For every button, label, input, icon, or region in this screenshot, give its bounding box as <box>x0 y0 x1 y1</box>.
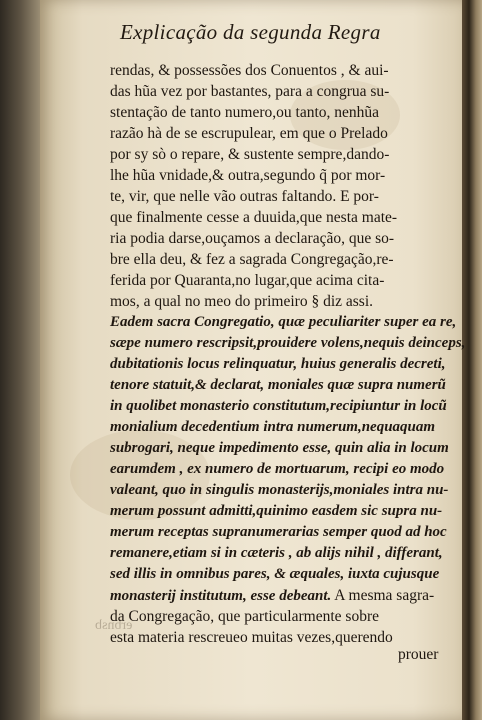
text-line: te, vir, que nelle vão outras faltando. E por- <box>110 188 379 205</box>
latin-quote-end: monasterij institutum, esse debeant. <box>110 588 332 604</box>
mixed-line <box>110 585 434 606</box>
text-line: por sy sò o repare, & sustente sempre,dando- <box>110 146 390 163</box>
latin-quote-line: Eadem sacra Congregatio, quæ peculiariter super ea re, <box>110 314 457 330</box>
text-fragment: A mesma sagra- <box>331 587 435 604</box>
bleed-through-text: erbnsb <box>95 618 133 633</box>
text-line: ria podia darse,ouçamos a declaração, que so- <box>110 230 395 247</box>
latin-quote-line: subrogari, neque impedimento esse, quin alia in locum <box>110 440 449 456</box>
latin-quote-line: sæpe numero rescripsit,prouidere volens,nequis deinceps, <box>110 335 466 351</box>
latin-quote-line: valeant, quo in singulis monasterijs,moniales intra nu- <box>110 482 449 498</box>
latin-quote-line: sed illis in omnibus pares, & æquales, iuxta cujusque <box>110 566 440 582</box>
text-line: que finalmente cesse a duuida,que nesta mate- <box>110 209 398 226</box>
text-line: rendas, & possessões dos Conuentos , & aui- <box>110 62 389 79</box>
text-line: stentação de tanto numero,ou tanto, nenhũa <box>110 104 380 121</box>
text-line: esta materia rescreueo muitas vezes,querendo <box>110 629 393 646</box>
latin-quote-line: in quolibet monasterio constitutum,recipiuntur in locũ <box>110 398 447 414</box>
latin-quote-line: dubitationis locus relinquatur, huius generalis decreti, <box>110 356 446 372</box>
latin-quote-line: merum receptas supranumerarias semper quod ad hoc <box>110 524 447 540</box>
latin-quote-line: earumdem , ex numero de mortuarum, recipi eo modo <box>110 461 445 477</box>
catchword: prouer <box>398 646 439 663</box>
latin-quote-line: tenore statuit,& declarat, moniales quæ supra numerũ <box>110 377 446 393</box>
text-line: da Congregação, que particularmente sobre <box>110 608 379 625</box>
running-head: Explicação da segunda Regra <box>120 20 381 44</box>
text-line: lhe hũa vnidade,& outra,segundo q̃ por mor- <box>110 167 386 184</box>
text-line: ferida por Quaranta,no lugar,que acima cita- <box>110 272 385 289</box>
latin-quote-line: monialium decedentium intra numerum,nequaquam <box>110 419 436 435</box>
book-gutter <box>462 0 482 720</box>
text-line: mos, a qual no meo do primeiro § diz assi. <box>110 293 374 310</box>
text-line: bre ella deu, & fez a sagrada Congregação,re- <box>110 251 394 268</box>
latin-quote-line: remanere,etiam si in cæteris , ab alijs nihil , differant, <box>110 545 443 561</box>
text-line: das hũa vez por bastantes, para a congrua su- <box>110 83 390 100</box>
latin-quote-line: merum possunt admitti,quinimo easdem sic supra nu- <box>110 503 443 519</box>
text-line: razão hà de se escrupulear, em que o Prelado <box>110 125 388 142</box>
